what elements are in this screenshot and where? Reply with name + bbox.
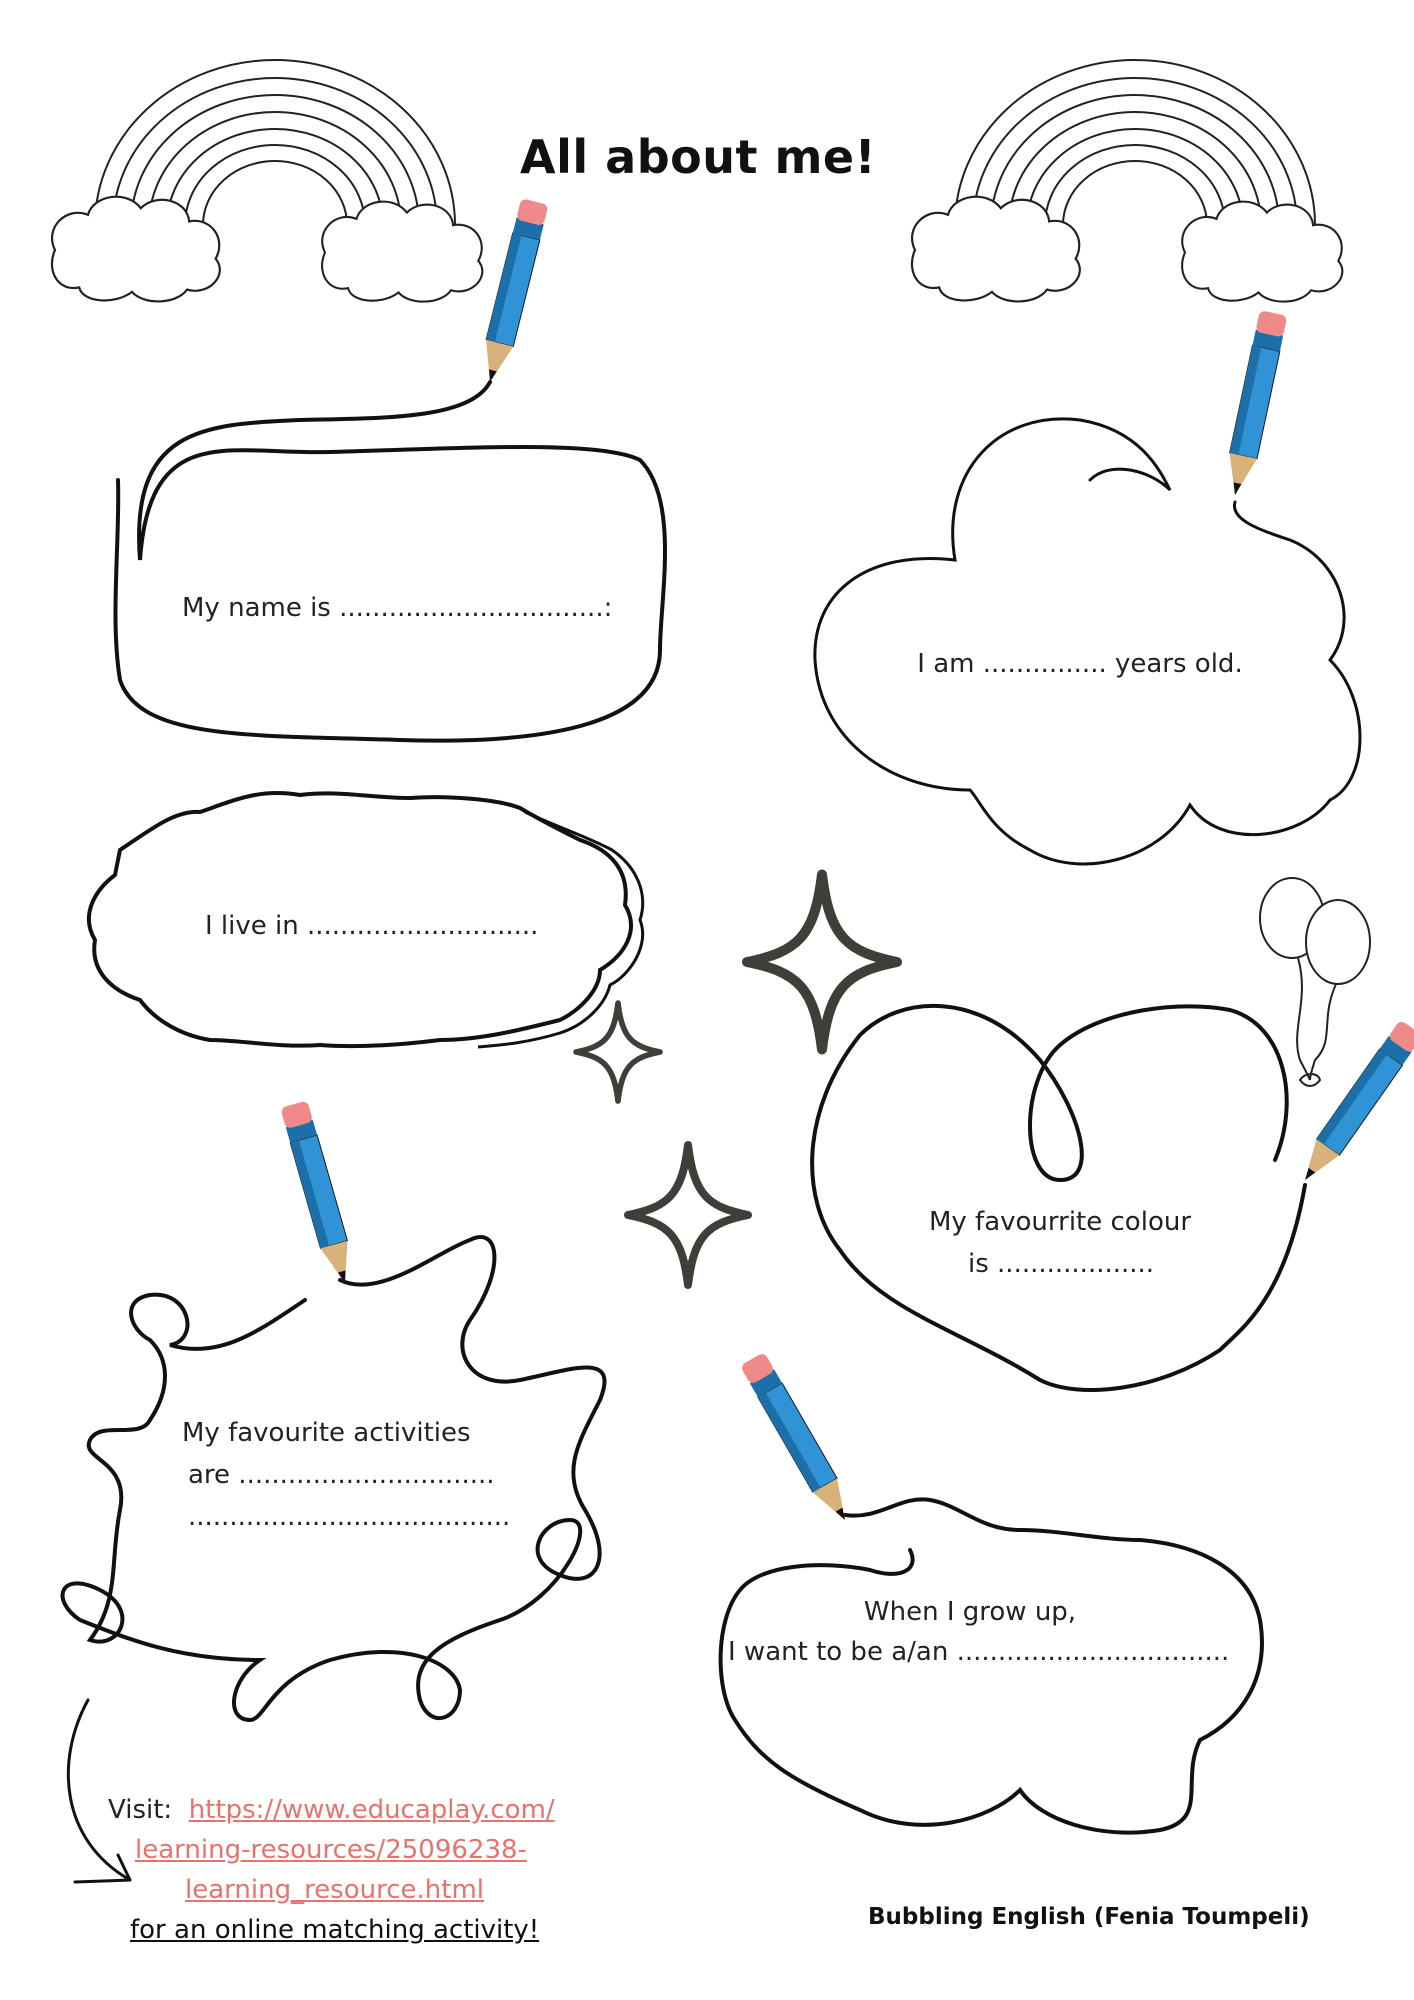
name-prompt: My name is ................................: (182, 593, 613, 623)
colour-prompt-line1: My favourrite colour (928, 1207, 1192, 1237)
visit-label: Visit: (108, 1795, 173, 1825)
pencil-icon-2 (1221, 310, 1287, 498)
pencil-icon-1 (476, 198, 548, 385)
activities-prompt-line3: ....................................... (188, 1502, 511, 1532)
visit-suffix: for an online matching activity! (130, 1915, 540, 1945)
name-bubble (115, 382, 665, 741)
activity-link-line1[interactable]: https://www.educaplay.com/ (188, 1795, 555, 1825)
colour-prompt-line2: is ................... (968, 1249, 1155, 1279)
page-title: All about me! (520, 130, 877, 184)
activities-prompt-line1: My favourite activities (182, 1418, 471, 1448)
age-bubble (815, 419, 1360, 864)
pencil-icon-5 (740, 1352, 857, 1527)
live-prompt: I live in ............................ (205, 911, 539, 941)
activities-prompt-line2: are ............................... (188, 1460, 495, 1490)
activity-link-line3[interactable]: learning_resource.html (185, 1875, 485, 1905)
rainbow-icon-left (52, 60, 482, 302)
pencil-icon-4 (280, 1100, 358, 1287)
pencil-icon-3 (1294, 1020, 1414, 1188)
sparkle-icon-medium (628, 1145, 748, 1285)
age-prompt: I am ............... years old. (917, 649, 1243, 679)
rainbow-icon-right (912, 60, 1342, 302)
grow-prompt-line2: I want to be a/an ................................. (728, 1637, 1230, 1667)
visit-block (108, 1790, 555, 1830)
author-credit: Bubbling English (Fenia Toumpeli) (868, 1904, 1310, 1930)
grow-prompt-line1: When I grow up, (863, 1597, 1077, 1627)
activity-link-line2[interactable]: learning-resources/25096238- (135, 1835, 527, 1865)
colour-bubble (812, 1006, 1305, 1390)
